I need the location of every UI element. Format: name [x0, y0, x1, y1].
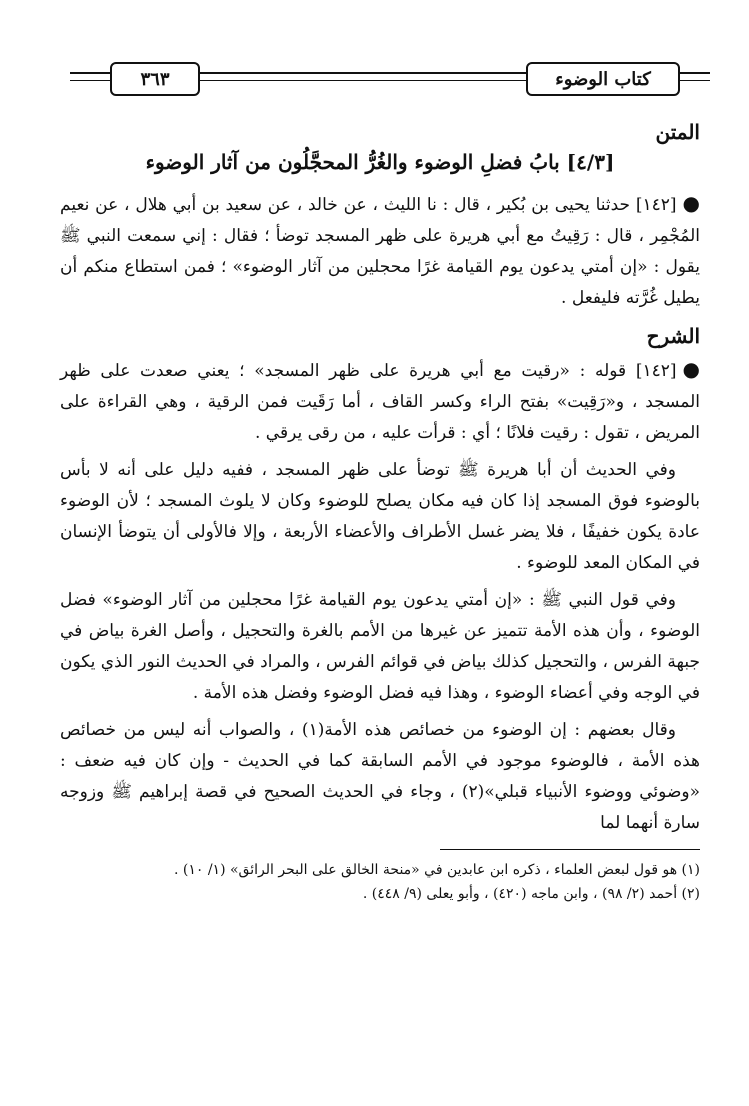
page-content	[60, 118, 700, 906]
sharh-paragraph-2: وفي الحديث أن أبا هريرة ﷺ توضأ على ظهر المسجد ، ففيه دليل على أنه لا بأس بالوضوء فوق المسجد إذا كان فيه مكان يصلح للوضوء وكان لا يلوث المسجد ؛ لأن الوضوء عادة يكون خفيفًا ، فلا يضر غسل الأطراف والأعضاء الأربعة ، وإلا فالأولى أن يتوضأ الإنسان في المكان المعد للوضوء .	[60, 460, 700, 573]
footnote-2: (٢) أحمد (٢/ ٩٨) ، وابن ماجه (٤٢٠) ، وأبو يعلى (٩/ ٤٤٨) .	[362, 886, 700, 902]
footnote-1: (١) هو قول لبعض العلماء ، ذكره ابن عابدين في «منحة الخالق على البحر الرائق» (١/ ١٠) .	[173, 862, 700, 878]
chapter-heading: [٤/٣] بابُ فضلِ الوضوء والغُرُّ المحجَّلُون من آثار الوضوء	[145, 150, 615, 174]
matn-hadith-text: [١٤٢] حدثنا يحيى بن بُكير ، قال : نا الليث ، عن خالد ، عن سعيد بن أبي هلال ، عن نعيم المُجْمِر ، قال : رَقِيتُ مع أبي هريرة على ظهر المسجد توضأ ؛ فقال : إني سمعت النبي ﷺ يقول : «إن أمتي يدعون يوم القيامة غرًا محجلين من آثار الوضوء» ؛ فمن استطاع منكم أن يطيل غُرَّته فليفعل .	[60, 195, 700, 308]
running-header	[70, 60, 710, 100]
book-title-box	[526, 62, 680, 96]
sharh-paragraph-4: وقال بعضهم : إن الوضوء من خصائص هذه الأمة(١) ، والصواب أنه ليس من خصائص هذه الأمة ، فالوضوء موجود في الأمم السابقة كما في الحديث - وإن كان فيه ضعف : «وضوئي ووضوء الأنبياء قبلي»(٢) ، وجاء في الحديث الصحيح في قصة إبراهيم ﷺ وزوجه سارة أنهما لما	[60, 720, 700, 833]
sharh-label: الشرح	[646, 324, 700, 348]
sharh-paragraph-3: وفي قول النبي ﷺ : «إن أمتي يدعون يوم القيامة غرًا محجلين من آثار الوضوء» فضل الوضوء ، وأن هذه الأمة تتميز عن غيرها من الأمم بالغرة والتحجيل ، وأصل الغرة بياض في جبهة الفرس ، والتحجيل كذلك بياض في قوائم الفرس ، والمراد في الحديث النور الذي يكون في الوجه وفي أعضاء الوضوء ، وهذا فيه فضل الوضوء وفضل هذه الأمة .	[60, 590, 700, 703]
page-number: ٣٦٣	[140, 68, 170, 90]
bullet-icon: ●	[682, 357, 700, 381]
sharh-paragraph-1-text: [١٤٢] قوله : «رقيت مع أبي هريرة على ظهر المسجد» ؛ يعني صعدت على ظهر المسجد ، و«رَقِيت» بفتح الراء وكسر القاف ، أما رَقَيت فمن الرقية ، وهي القراءة على المريض ، تقول : رقيت فلانًا ؛ أي : قرأت عليه ، من رقى يرقي .	[60, 361, 700, 443]
footnote-separator	[440, 849, 700, 850]
matn-hadith	[60, 188, 700, 314]
matn-label: المتن	[655, 120, 700, 144]
book-title: كتاب الوضوء	[555, 68, 651, 90]
bullet-icon: ●	[682, 191, 700, 215]
page-number-box	[110, 62, 200, 96]
sharh-paragraph-1	[60, 354, 700, 449]
